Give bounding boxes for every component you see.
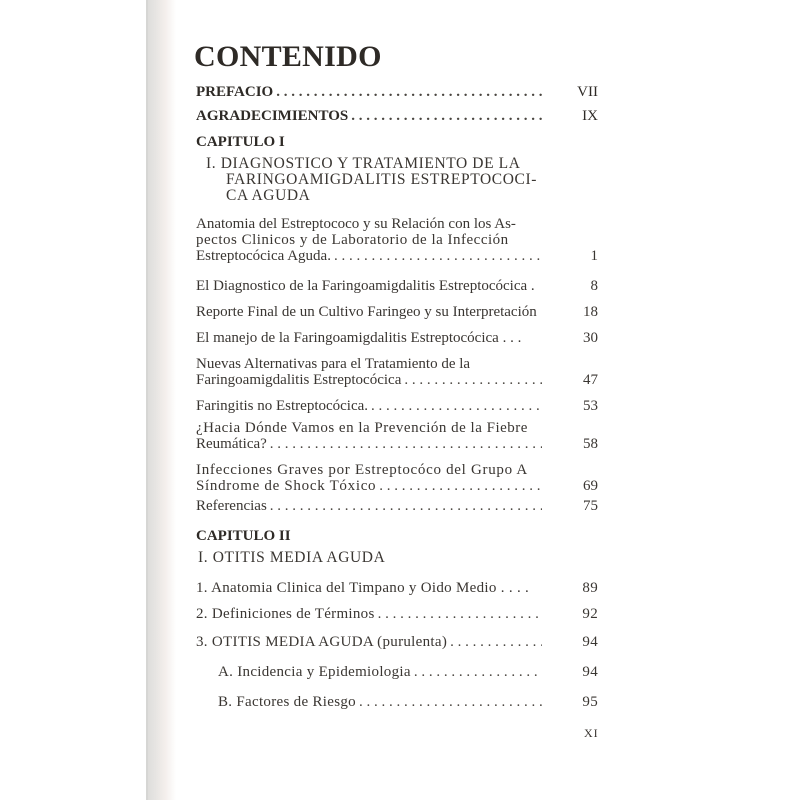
page-number: XI xyxy=(584,726,599,740)
page-edge xyxy=(146,0,148,800)
toc-entry: Referencias . . . 75 xyxy=(196,498,598,514)
toc-entry: El Diagnostico de la Faringoamigdalitis Estreptocócica . 8 xyxy=(196,278,598,294)
toc-entry: Faringitis no Estreptocócica. . . . 53 xyxy=(196,398,598,414)
chapter-1-heading: CAPITULO I xyxy=(196,134,285,150)
page-title: CONTENIDO xyxy=(194,40,382,73)
toc-entry: Nuevas Alternativas para el Tratamiento de la Faringoamigdalitis Estreptocócica . . . 47 xyxy=(196,356,598,388)
toc-entry: 1. Anatomia Clinica del Timpano y Oido Medio . . . . 89 xyxy=(196,580,598,596)
chapter-2-heading: CAPITULO II xyxy=(196,528,291,544)
chapter-2-section-title: I. OTITIS MEDIA AGUDA xyxy=(198,549,386,566)
toc-entry: 3. OTITIS MEDIA AGUDA (purulenta) . . . 94 xyxy=(196,634,598,650)
toc-entry: 2. Definiciones de Términos . . . 92 xyxy=(196,606,598,622)
toc-entry: Anatomia del Estreptococo y su Relación con los As- pectos Clinicos y de Laboratorio de la Infección Estreptocócica Aguda. . . . 1 xyxy=(196,216,598,264)
chapter-1-section-title: I. DIAGNOSTICO Y TRATAMIENTO DE LA FARINGOAMIGDALITIS ESTREPTOCOCI- CA AGUDA xyxy=(206,155,537,204)
toc-entry: ¿Hacia Dónde Vamos en la Prevención de la Fiebre Reumática? . . . 58 xyxy=(196,420,598,452)
toc-entry: Infecciones Graves por Estreptocóco del Grupo A Síndrome de Shock Tóxico . . . 69 xyxy=(196,462,598,494)
toc-entry: Reporte Final de un Cultivo Faringeo y su Interpretación 18 xyxy=(196,304,598,320)
toc-entry-prefacio: PREFACIO . . . VII xyxy=(196,84,598,100)
book-gutter-shadow xyxy=(146,0,176,800)
toc-entry-agradecimientos: AGRADECIMIENTOS . . . IX xyxy=(196,108,598,124)
toc-entry: B. Factores de Riesgo . . . 95 xyxy=(218,694,598,710)
toc-entry: El manejo de la Faringoamigdalitis Estreptocócica . . . 30 xyxy=(196,330,598,346)
toc-entry: A. Incidencia y Epidemiologia . . . 94 xyxy=(218,664,598,680)
